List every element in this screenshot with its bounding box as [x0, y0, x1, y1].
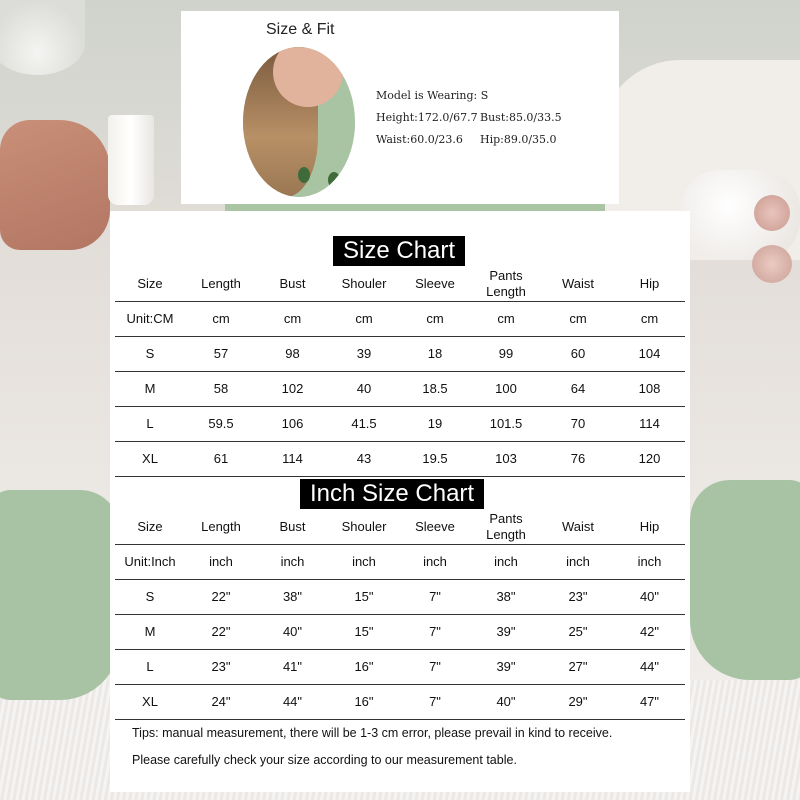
- column-header: Sleeve: [400, 267, 470, 301]
- table-cell: M: [115, 371, 185, 406]
- table-cell: 38": [470, 579, 542, 614]
- table-cell: cm: [542, 301, 614, 336]
- table-cell: 22": [185, 579, 257, 614]
- column-header: Hip: [614, 267, 685, 301]
- tip-measurement-error: Tips: manual measurement, there will be 1-3 cm error, please prevail in kind to receive.: [132, 726, 613, 740]
- table-cell: 41": [257, 649, 328, 684]
- model-hip: Hip:89.0/35.0: [480, 133, 557, 146]
- table-row: [115, 301, 685, 336]
- table-row: [115, 441, 685, 476]
- table-cell: 120: [614, 441, 685, 476]
- model-wearing: Model is Wearing: S: [376, 89, 489, 102]
- table-cell: XL: [115, 441, 185, 476]
- table-cell: 16": [328, 649, 400, 684]
- table-cell: 16": [328, 684, 400, 719]
- table-cell: 60: [542, 336, 614, 371]
- table-cell: cm: [185, 301, 257, 336]
- table-cell: 18.5: [400, 371, 470, 406]
- table-cell: 103: [470, 441, 542, 476]
- model-height: Height:172.0/67.7: [376, 111, 478, 124]
- size-fit-card: [181, 11, 619, 204]
- table-cell: 44": [257, 684, 328, 719]
- table-cell: 40: [328, 371, 400, 406]
- table-cell: 27": [542, 649, 614, 684]
- table-cell: 41.5: [328, 406, 400, 441]
- table-row: [115, 649, 685, 684]
- table-cell: 40": [614, 579, 685, 614]
- table-cell: 19: [400, 406, 470, 441]
- inch-size-table: [115, 510, 685, 720]
- table-cell: 25": [542, 614, 614, 649]
- column-header: Sleeve: [400, 510, 470, 544]
- column-header: Hip: [614, 510, 685, 544]
- table-cell: Unit:CM: [115, 301, 185, 336]
- table-cell: cm: [470, 301, 542, 336]
- table-cell: 106: [257, 406, 328, 441]
- cm-size-table: [115, 267, 685, 477]
- table-cell: 23": [542, 579, 614, 614]
- table-cell: 19.5: [400, 441, 470, 476]
- table-cell: 18: [400, 336, 470, 371]
- table-cell: inch: [400, 544, 470, 579]
- table-cell: 76: [542, 441, 614, 476]
- lamp-shade: [0, 0, 85, 75]
- table-cell: 7": [400, 579, 470, 614]
- column-header: Length: [185, 267, 257, 301]
- column-header: Waist: [542, 267, 614, 301]
- table-cell: 38": [257, 579, 328, 614]
- size-chart-title: Size Chart: [333, 236, 465, 266]
- column-header: Pants Length: [470, 510, 542, 544]
- table-cell: 42": [614, 614, 685, 649]
- table-cell: 39": [470, 649, 542, 684]
- table-cell: 47": [614, 684, 685, 719]
- table-row: [115, 406, 685, 441]
- table-cell: 40": [257, 614, 328, 649]
- table-cell: 58: [185, 371, 257, 406]
- rose-decoration: [752, 245, 792, 283]
- table-row: [115, 544, 685, 579]
- table-cell: 114: [257, 441, 328, 476]
- table-cell: L: [115, 406, 185, 441]
- table-cell: 100: [470, 371, 542, 406]
- column-header: Shouler: [328, 510, 400, 544]
- table-header-row: [115, 510, 685, 544]
- table-cell: 101.5: [470, 406, 542, 441]
- table-cell: 99: [470, 336, 542, 371]
- table-header-row: [115, 267, 685, 301]
- table-cell: 98: [257, 336, 328, 371]
- tip-check-size: Please carefully check your size according to our measurement table.: [132, 753, 517, 767]
- model-arm: [0, 120, 110, 250]
- table-row: [115, 336, 685, 371]
- table-cell: 40": [470, 684, 542, 719]
- avocado-print: [328, 172, 340, 188]
- model-bust: Bust:85.0/33.5: [480, 111, 562, 124]
- table-row: [115, 371, 685, 406]
- table-cell: inch: [257, 544, 328, 579]
- table-row: [115, 684, 685, 719]
- table-cell: S: [115, 579, 185, 614]
- coffee-mug: [108, 115, 154, 205]
- table-cell: 104: [614, 336, 685, 371]
- table-cell: inch: [185, 544, 257, 579]
- table-cell: cm: [614, 301, 685, 336]
- column-header: Size: [115, 510, 185, 544]
- table-cell: inch: [328, 544, 400, 579]
- table-row: [115, 579, 685, 614]
- table-cell: 102: [257, 371, 328, 406]
- column-header: Bust: [257, 267, 328, 301]
- rose-decoration: [754, 195, 790, 231]
- table-cell: 44": [614, 649, 685, 684]
- table-cell: inch: [470, 544, 542, 579]
- table-cell: cm: [257, 301, 328, 336]
- size-chart-panel: [110, 211, 690, 792]
- inch-size-chart-title: Inch Size Chart: [300, 479, 484, 509]
- table-cell: inch: [542, 544, 614, 579]
- table-cell: cm: [328, 301, 400, 336]
- table-cell: 22": [185, 614, 257, 649]
- model-measurements: [376, 85, 562, 151]
- column-header: Bust: [257, 510, 328, 544]
- column-header: Size: [115, 267, 185, 301]
- table-cell: 64: [542, 371, 614, 406]
- table-cell: 108: [614, 371, 685, 406]
- table-cell: 7": [400, 614, 470, 649]
- column-header: Pants Length: [470, 267, 542, 301]
- table-cell: 24": [185, 684, 257, 719]
- table-cell: 61: [185, 441, 257, 476]
- table-cell: inch: [614, 544, 685, 579]
- table-cell: 43: [328, 441, 400, 476]
- size-fit-title: Size & Fit: [266, 21, 335, 38]
- table-row: [115, 614, 685, 649]
- table-cell: 59.5: [185, 406, 257, 441]
- pajama-pants-right: [690, 480, 800, 680]
- table-cell: 39": [470, 614, 542, 649]
- table-cell: cm: [400, 301, 470, 336]
- table-cell: 7": [400, 684, 470, 719]
- column-header: Waist: [542, 510, 614, 544]
- table-cell: M: [115, 614, 185, 649]
- tips: [132, 724, 612, 778]
- table-cell: XL: [115, 684, 185, 719]
- model-photo: [243, 47, 355, 197]
- table-cell: L: [115, 649, 185, 684]
- avocado-print: [298, 167, 310, 183]
- pajama-pants-left: [0, 490, 120, 700]
- table-cell: 15": [328, 614, 400, 649]
- table-cell: 114: [614, 406, 685, 441]
- table-cell: 29": [542, 684, 614, 719]
- table-cell: 23": [185, 649, 257, 684]
- table-cell: 57: [185, 336, 257, 371]
- table-cell: S: [115, 336, 185, 371]
- column-header: Shouler: [328, 267, 400, 301]
- column-header: Length: [185, 510, 257, 544]
- table-cell: 7": [400, 649, 470, 684]
- table-cell: 39: [328, 336, 400, 371]
- table-cell: Unit:Inch: [115, 544, 185, 579]
- model-waist: Waist:60.0/23.6: [376, 133, 463, 146]
- table-cell: 70: [542, 406, 614, 441]
- table-cell: 15": [328, 579, 400, 614]
